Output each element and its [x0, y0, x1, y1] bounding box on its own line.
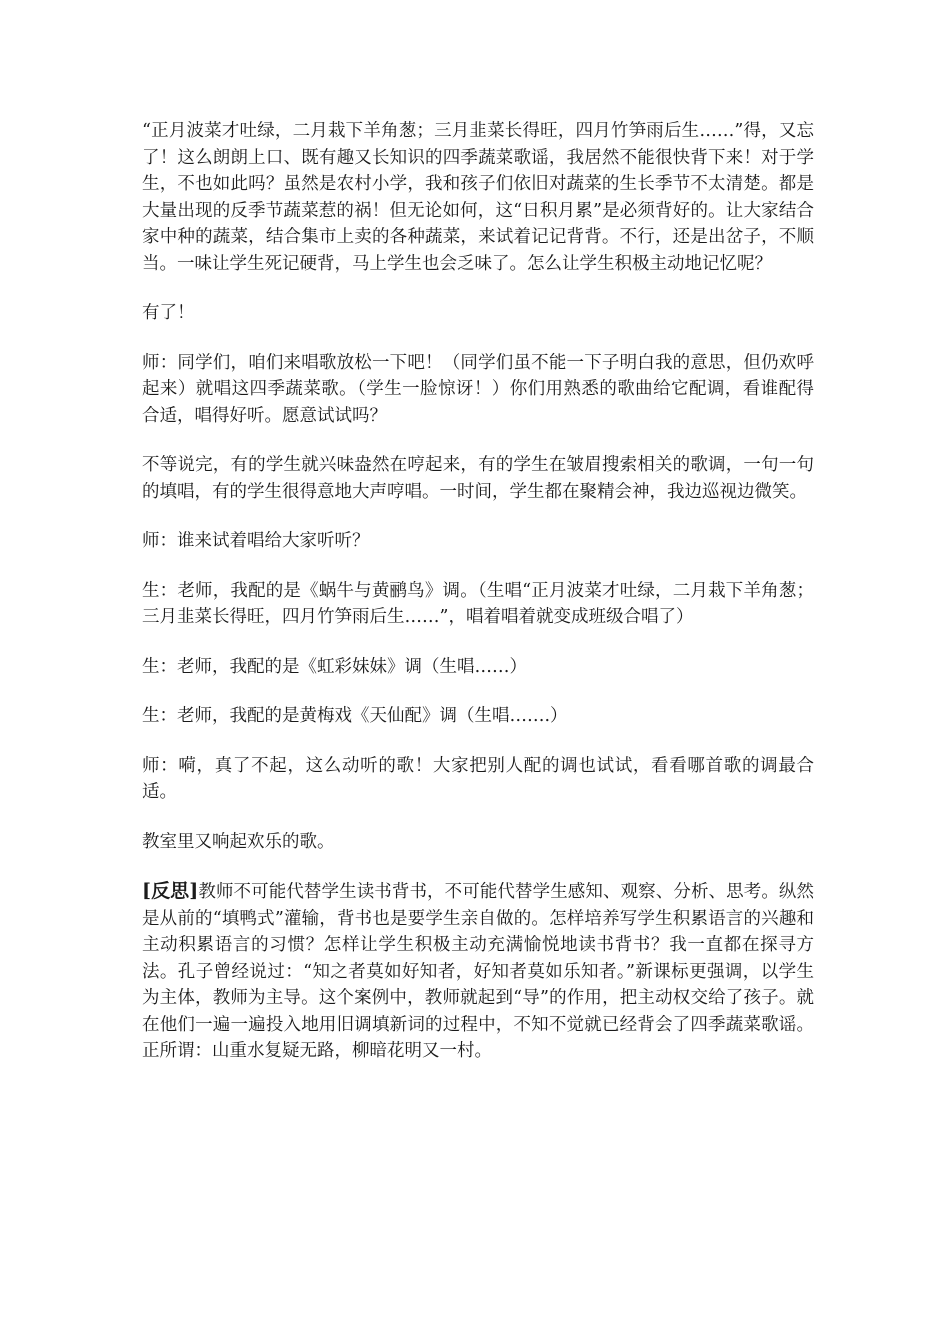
- paragraph-song-intro: “正月波菜才吐绿，二月栽下羊角葱；三月韭菜长得旺，四月竹笋雨后生……”得，又忘了！这么朗朗上口、既有趣又长知识的四季蔬菜歌谣，我居然不能很快背下来！对于学生，不也如此吗？虽然是农村小学，我和孩子们依旧对蔬菜的生长季节不太清楚。都是大量出现的反季节蔬菜惹的祸！但无论如何，这“日积月累”是必须背好的。让大家结合家中种的蔬菜，结合集市上卖的各种蔬菜，来试着记记背背。不行，还是出岔子，不顺当。一味让学生死记硬背，马上学生也会乏味了。怎么让学生积极主动地记忆呢？: [142, 121, 814, 274]
- paragraph-reflection: [142, 878, 814, 1065]
- paragraph-teacher-ask: 师：谁来试着唱给大家听听？: [142, 531, 370, 551]
- paragraph-classroom-song: 教室里又响起欢乐的歌。: [142, 831, 335, 852]
- reflection-label: [反思]: [142, 880, 199, 902]
- reflection-text: 教师不可能代替学生读书背书，不可能代替学生感知、观察、分析、思考。纵然是从前的“填鸭式”灌输，背书也是要学生亲自做的。怎样培养写学生积累语言的兴趣和主动积累语言的习惯？怎样让学生积极主动充满愉悦地读书背书？我一直都在探寻方法。孔子曾经说过：“知之者莫如好知者，好知者莫如乐知者。”新课标更强调，以学生为主体，教师为主导。这个案例中，教师就起到“导”的作用，把主动权交给了孩子。就在他们一遍一遍投入地用旧调填新词的过程中，不知不觉就已经背会了四季蔬菜歌谣。正所谓：山重水复疑无路，柳暗花明又一村。: [142, 882, 815, 1061]
- paragraph-student-answer-2: 生：老师，我配的是《虹彩妹妹》调（生唱……）: [142, 656, 527, 677]
- paragraph-teacher-invite: 师：同学们，咱们来唱歌放松一下吧！（同学们虽不能一下子明白我的意思，但仍欢呼起来）就唱这四季蔬菜歌。（学生一脸惊讶！）你们用熟悉的歌曲给它配调，看谁配得合适，唱得好听。愿意试试吗？: [142, 352, 814, 426]
- paragraph-idea: 有了！: [142, 303, 195, 323]
- paragraph-student-answer-3: 生：老师，我配的是黄梅戏《天仙配》调（生唱…….）: [142, 706, 568, 726]
- paragraph-students-humming: 不等说完，有的学生就兴味盎然在哼起来，有的学生在皱眉搜索相关的歌调，一句一句的填唱，有的学生很得意地大声哼唱。一时间，学生都在聚精会神，我边巡视边微笑。: [142, 455, 814, 502]
- paragraph-student-answer-1: 生：老师，我配的是《蜗牛与黄鹂鸟》调。（生唱“正月波菜才吐绿，二月栽下羊角葱；三月韭菜长得旺，四月竹笋雨后生……”，唱着唱着就变成班级合唱了）: [142, 580, 814, 627]
- paragraph-teacher-praise: 师：嗬，真了不起，这么动听的歌！大家把别人配的调也试试，看看哪首歌的调最合适。: [142, 755, 814, 802]
- document-body: [142, 118, 814, 1088]
